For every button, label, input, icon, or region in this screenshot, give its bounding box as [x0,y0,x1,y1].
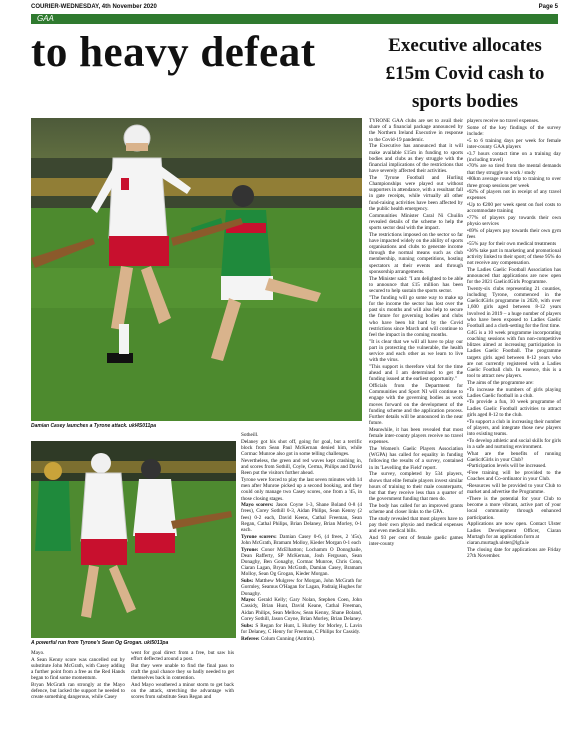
paragraph: Sotheill. [241,432,259,438]
paragraph: G4G is a 10 week programme incorporating coaching sessions with fun non-competitive blitzes aimed at increasing participation in Ladies Gaelic Football. The programme targets girls aged between 8-12 years who are not currently registered with a Ladies Gaelic Football club. In essence, this is a tool to attract new players. [467,329,561,380]
paragraph: •Up to €200 per week spent on fuel costs to accommodate training [467,202,561,215]
paragraph: Nevertheless, the green and red waves kept crashing in, and scores from Sothill, Coyle, Cerma, Philips and David Reen put the visitors further ahead. [241,457,362,477]
paragraph: •77% of players pay towards their own physio services [467,215,561,228]
paragraph: •69% of players pay towards their own gym fees [467,227,561,241]
paragraph: "It is clear that we will all have to play our part in protecting the vulnerable, the health service and each other as we learn to live with the virus. [369,338,463,364]
section-bar [31,14,558,24]
paragraph: And 93 per cent of female gaelic games inter-county [369,534,463,548]
mayo-scorers: Jason Coyne 1-3, Shane Boland 0-8 (4 frees), Corey Sothill 0-3, Aidan Philips, Sean Kenny (2 fees) 0-2 each, David Keens, Cathal Freeman, Sean Regan, Cathal Philips, Brian Delaney, Brian Morley, 0-1 each. [241,502,362,534]
photo1-caption: Damian Casey launches a Tyrone attack. ukl4S011pa [31,423,157,429]
tyrone-subs: Matthew Mulgrew for Morgan, John McGrath for Gormley, Seamus O'Hagan for Lagan, Padraig Hughes for Donaghy. [241,578,362,597]
section-label: GAA [37,14,54,23]
paragraph: Some of the key findings of the survey include: [467,124,561,137]
right-story-col-a [369,118,463,737]
paragraph: The Women's Gaelic Players Association (WGPA) has called for equality in funding following the results of a survey, contained in its 'Levelling the Field' report. [369,446,463,471]
paragraph: •There is the potential for your Club to become a more vibrant, active part of your local community through enhanced participation. [467,495,561,521]
paragraph: Tyrone: Conor McElhatton; Lochamm O Donnghaile, Dean Rafferty, SP McKernan, Josh Ferguson, Sean Donaghy, Ben Gonaghy, Cormac Munroe, Chris Conn, Ciaran Lagan, Bryan McGrath, Damian Casey, Bramam Molloy, Sean Og Grogan, Kieder Morgan. [241,546,362,578]
paragraph: The Executive has announced that it will make available £15m in funding to sports bodies and clubs as they struggle with the financial implications of the restrictions that have severely affected their activities. [369,143,463,175]
photo-grogan-run [31,441,236,638]
paragraph: •To increase the numbers of girls playing Ladies Gaelic football in a club. [467,386,561,399]
photo2-caption: A powerful run from Tyrone's Sean Og Grogan. ukl5013pa [31,640,169,646]
paragraph: The closing date for applications are Friday 27th November. [467,547,561,560]
page-header [0,0,580,14]
left-story-col-a [31,650,125,737]
paragraph: •Free training will be provided to the Coaches and Co-ordinator in your Club. [467,470,561,483]
paragraph: Delaney got his shot off, going for goal, but a terrific block from Sean Paul McKernan denied him, while Cormac Munroe also got in some telling challenges. [241,438,362,458]
paragraph: •55% pay for their own medical treatments [467,240,557,247]
left-story-col-b [131,650,234,737]
paragraph: Officials from the Department for Communities and Sport NI will continue to engage with the governing bodies as work moves forward on the development of the funding scheme and the application process. Further details will be announced in the near future. [369,383,463,427]
paragraph: The Minister said: "I am delighted to be able to announce that £15 million has been secured to help sustain the sports sector. [369,275,463,294]
paragraph: The restrictions imposed on the sector so far have impacted widely on the ability of sports organisations and clubs to generate income through the normal means such as club membership, running competitions, hosting spectators at their events and through sponsorship arrangements. [369,231,463,275]
right-headline: Executive allocates £15m Covid cash to sports bodies [385,35,545,112]
paragraph: But they were unable to find the final pass to craft the goal chance they so badly needed to get themselves back in contention. [131,662,234,682]
header-date: COURIER-WEDNESDAY, 4th November 2020 [31,4,157,10]
paragraph: •92% of players not in receipt of any travel expenses [467,189,561,202]
paragraph: "The funding will go some way to make up for the income the sector has lost over the past six months and will also help to secure the future for governing bodies and clubs who have been hit hard by the Covid restrictions since March and will continue to feel the impact in the coming months. [369,294,463,338]
paragraph: Tyrone scorers: Damian Casey 0-6, (4 frees, 2 '45s), John McGrath, Bramam Molloy, Kieder Morgan 0-1 each [241,533,362,546]
photo-casey-attack [31,118,362,421]
page-number: Page 5 [538,4,558,10]
paragraph: The Ladies Gaelic Football Association has announced that applications are now open for the 2021 Gaelic4Girls Programme. [467,266,561,286]
mayo-subs: S Regan for Hunt, L Hurley for Morley, L Lavin for Delaney, C Henry for Freeman, C Philips for Cassidy. [241,622,362,635]
paragraph: And Mayo weathered a minor storm to get back on the attack, stretching the advantage with scores from substitute Sean Regan and [131,682,234,701]
right-story-col-b [467,118,561,737]
paragraph: •To support a club in increasing their number of players, and integrate those new players into existing teams. [467,418,561,437]
paragraph: Bryan McGrath ran strongly at the Mayo defence, but lacked the support he needed to create something dangerous, while Casey [31,682,125,701]
section-bar-background [31,14,558,24]
email-link[interactable]: ciaran.murtagh.ulster@lgfa.ie [467,540,529,547]
paragraph: The Tyrone Football and Hurling Championships were played out without supporters in attendance, with a resultant fall in gate receipts, while virtually all other fund-raising activities have been affected by the public health emergency. [369,174,463,212]
paragraph: •5 to 6 training days per week for female inter-county GAA players [467,137,561,150]
paragraph: players receive no travel expenses. [467,118,540,124]
tyrone-scorers: Damian Casey 0-6, (4 frees, 2 '45s), John McGrath, Bramam Molloy, Kieder Morgan 0-1 each [241,533,362,546]
paragraph: Subs: Matthew Mulgrew for Morgan, John McGrath for Gormley, Seamus O'Hagan for Lagan, Padraig Hughes for Donaghy. [241,578,362,597]
paragraph: Referee: Colum Cunning (Antrim). [241,635,316,642]
paragraph: A Sean Kenny score was cancelled out by substitute John McGrath, with Casey adding a further point from a free as the Red Hands began to find some momentum. [31,656,125,682]
paragraph: •3.7 hours contact time on a training day (including travel) [467,150,561,163]
paragraph: •To develop athletic and social skills for girls in a safe and nurturing environment. [467,437,561,450]
paragraph: TYRONE GAA clubs are set to avail their share of a financial package announced by the Northern Ireland Executive in response to the Covid-19 pandemic. [369,118,463,143]
paragraph: Mayo. [31,650,45,656]
paragraph: Mayo scorers: Jason Coyne 1-3, Shane Boland 0-8 (4 frees), Corey Sothill 0-3, Aidan Philips, Sean Kenny (2 fees) 0-2 each, David Keens, Cathal Freeman, Sean Regan, Cathal Philips, Brian Delaney, Brian Morley, 0-1 each. [241,502,362,534]
paragraph: The survey, completed by 534 players, shows that elite female players invest similar hours of training to their male counterparts, but that they receive less than a quarter of the government funding that men do. [369,471,463,503]
paragraph: •To provide a fun, 10 week programme of Ladies Gaelic Football activities to attract girls aged 8-12 to the club. [467,399,561,418]
paragraph: Communities Minister Caral Ni Chuilin revealed details of the scheme to help the sports sector deal with the impact. [369,212,463,231]
mayo-team: Gerald Kelly; Gary Nolan, Stephen Coen, John Cassidy, Brian Hunt, David Keane, Cathal Freeman, Aidan Philips, Sean Mellow, Sean Kenny, Shane Boland, Corey Sothill, Jason Coyne, Brian Morley, Brian Delaney. [241,597,362,622]
paragraph: The study revealed that most players have to pay their own physio and medical expenses and even medical bills. [369,515,463,535]
paragraph: The aims of the programme are: [467,379,534,386]
paragraph: Applications are now open. Contact Ulster Ladies Development Officer, Ciaran Murtagh for an application form at [467,521,561,540]
paragraph: •Resources will be provided to your Club to market and advertise the Programme. [467,483,561,496]
paragraph: What are the benefits of running Gaelic4Girls in your Club? [467,450,561,463]
paragraph: •70% are so tired from the mental demands that they struggle to work / study [467,163,561,176]
paragraph: The body has called for an improved grants scheme and closer links to the GPA. [369,502,463,516]
paragraph: went for goal direct from a free, but saw his effort deflected around a post. [131,650,234,663]
paragraph: Meanwhile, it has been revealed that most female inter-county players receive no travel expenses. [369,426,463,446]
left-headline: to heavy defeat [31,30,316,76]
referee: Colum Cunning (Antrim). [260,635,316,642]
paragraph: Tyrone were forced to play the last seven minutes with 14 men after Munroe picked up a second booking, and they could only manage two Casey scores, one from a '45, in those closing stages. [241,476,362,502]
paragraph: •80km average round trip to training to over three group sessions per week [467,176,561,189]
paragraph: Subs: S Regan for Hunt, L Hurley for Morley, L Lavin for Delaney, C Henry for Freeman, C Philips for Cassidy. [241,622,362,635]
tyrone-team: Conor McElhatton; Lochamm O Donnghaile, Dean Rafferty, SP McKernan, Josh Ferguson, Sean Donaghy, Ben Gonaghy, Cormac Munroe, Chris Conn, Ciaran Lagan, Bryan McGrath, Damian Casey, Bramam Molloy, Sean Og Grogan, Kieder Morgan. [241,546,362,578]
paragraph: Mayo: Gerald Kelly; Gary Nolan, Stephen Coen, John Cassidy, Brian Hunt, David Keane, Cathal Freeman, Aidan Philips, Sean Mellow, Sean Kenny, Shane Boland, Corey Sothill, Jason Coyne, Brian Morley, Brian Delaney. [241,597,362,622]
paragraph: "This support is therefore vital for the time ahead and I am determined to get the funding issued at the earliest opportunity." [369,363,463,383]
paragraph: Twenty-six clubs representing 21 counties, including Tyrone, commenced in the Gaelic4Girls programme in 2020, with over 1,600 girls aged between 8-12 years involved in 2019 – a huge number of players who have been exposed to Ladies Gaelic Football and a cloth-setting for the first time. [467,285,561,329]
left-story-col-c [241,432,362,737]
paragraph: •Participation levels will be increased. [467,463,547,470]
paragraph: •36% take part in marketing and promotional activity linked to their sport; of these 95% do not receive any compensation. [467,247,561,266]
